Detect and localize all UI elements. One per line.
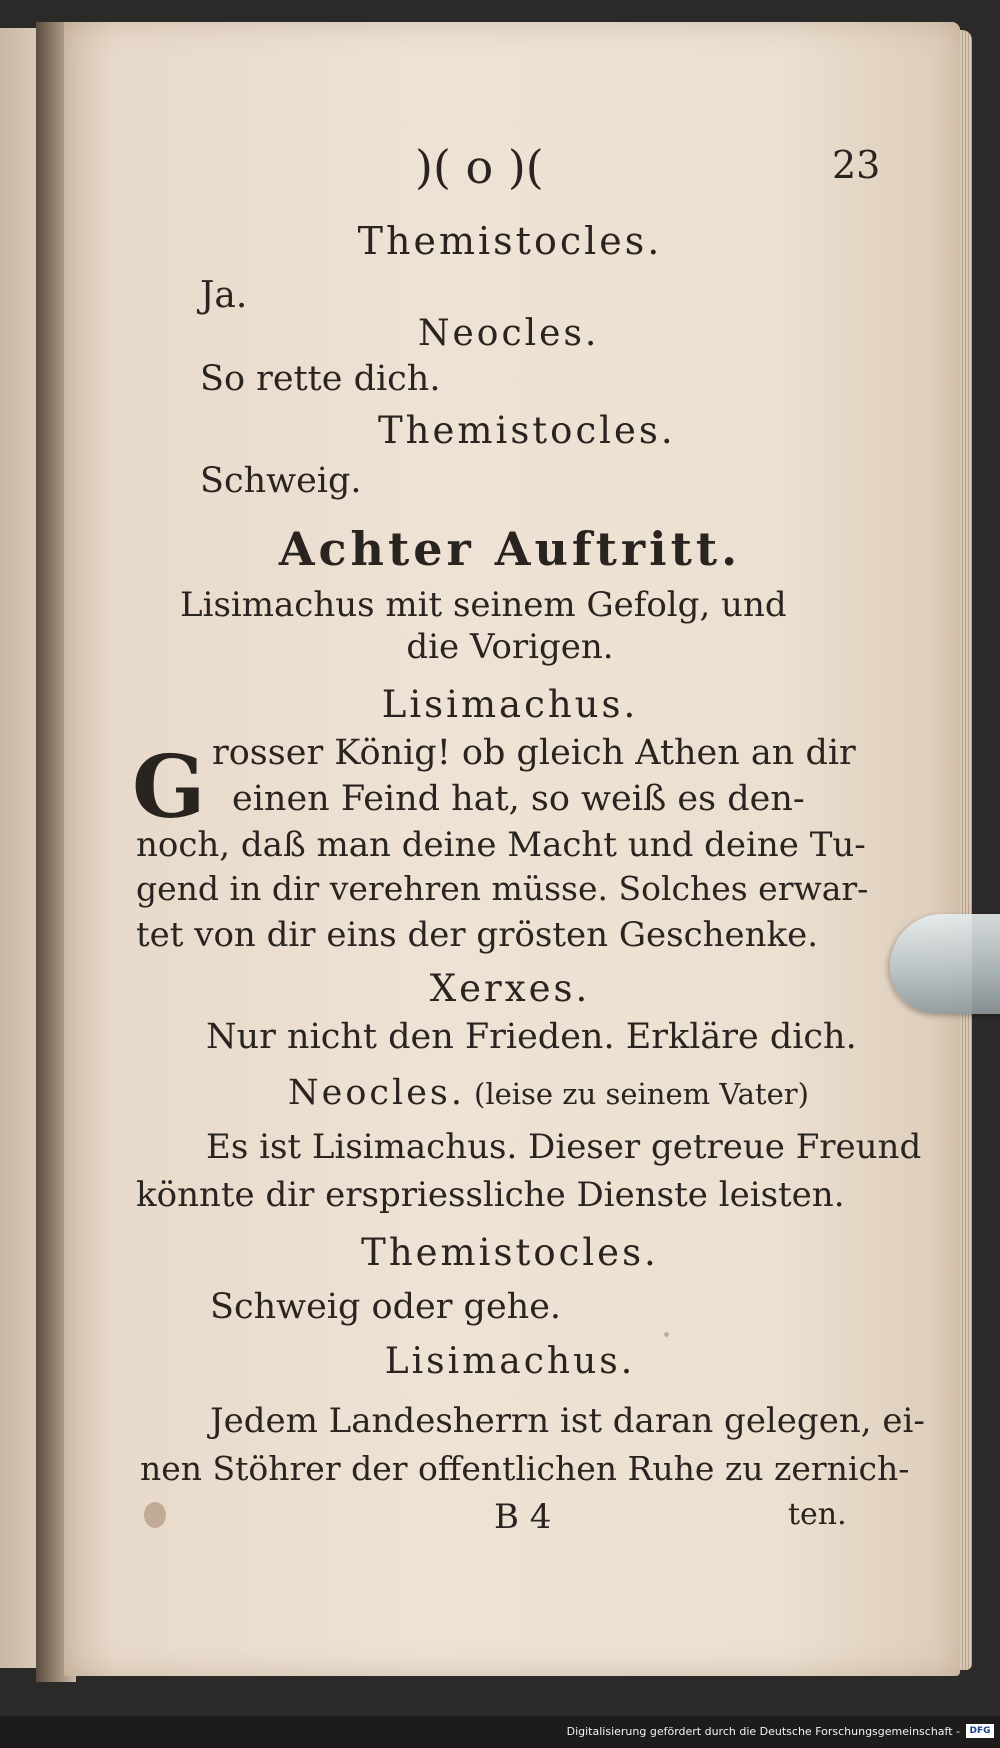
dialogue-line: nen Stöhrer der offentlichen Ruhe zu zernich-	[140, 1449, 910, 1488]
dialogue-line: gend in dir verehren müsse. Solches erwar-	[136, 869, 869, 908]
dialogue-line: rosser König! ob gleich Athen an dir	[212, 733, 856, 773]
dialogue-line: könnte dir erspriessliche Dienste leisten.	[136, 1175, 845, 1215]
page-clip-tab	[890, 914, 1000, 1014]
speaker-name: Themistocles.	[378, 409, 676, 452]
page-number: 23	[832, 143, 881, 187]
dfg-logo: DFG	[966, 1724, 994, 1738]
speaker-name: Themistocles.	[357, 219, 663, 263]
dialogue-line: Es ist Lisimachus. Dieser getreue Freund	[206, 1127, 922, 1167]
funding-credit: Digitalisierung gefördert durch die Deutsche Forschungsgemeinschaft -	[566, 1725, 960, 1738]
signature-mark: B 4	[494, 1497, 552, 1537]
speaker-name: Neocles.	[288, 1073, 466, 1113]
speaker-name: Neocles.	[418, 313, 600, 354]
stage-direction: (leise zu seinem Vater)	[474, 1077, 809, 1111]
dialogue-line: So rette dich.	[200, 359, 441, 399]
ink-stain	[144, 1502, 166, 1528]
dialogue-line: einen Feind hat, so weiß es den-	[232, 779, 805, 819]
speaker-name: Themistocles.	[361, 1231, 659, 1274]
stage-direction: die Vorigen.	[406, 627, 614, 667]
dialogue-line: noch, daß man deine Macht und deine Tu-	[136, 825, 866, 865]
drop-cap: G	[132, 737, 206, 838]
dialogue-line: Schweig oder gehe.	[210, 1287, 562, 1327]
dialogue-line: Schweig.	[200, 461, 362, 501]
speaker-name: Lisimachus.	[381, 683, 639, 726]
catchword: ten.	[788, 1497, 847, 1532]
speaker-name: Lisimachus.	[384, 1341, 636, 1382]
scene-heading: Achter Auftritt.	[278, 522, 742, 576]
ink-speck	[664, 1332, 669, 1337]
stage-direction: Lisimachus mit seinem Gefolg, und	[180, 585, 787, 625]
dialogue-line: Jedem Landesherrn ist daran gelegen, ei-	[210, 1401, 925, 1441]
footer-bar	[0, 1716, 1000, 1748]
header-ornament: )( o )(	[415, 140, 544, 194]
dialogue-line: Nur nicht den Frieden. Erkläre dich.	[206, 1017, 857, 1057]
speaker-name: Xerxes.	[429, 967, 591, 1010]
dialogue-line: Ja.	[200, 275, 248, 316]
dialogue-line: tet von dir eins der grösten Geschenke.	[136, 915, 819, 955]
